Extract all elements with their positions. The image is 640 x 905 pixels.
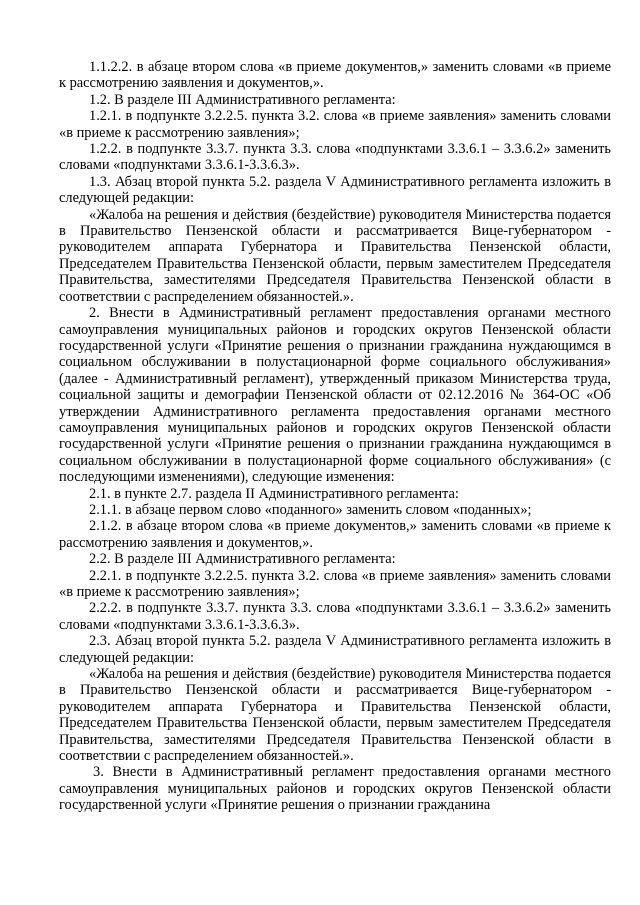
paragraph-complaint-quote-2: «Жалоба на решения и действия (бездействие) руководителя Министерства подается в Правительство Пензенской области и рассматривается Вице-губернатором - руководителем аппарата Губернатора и Правительства Пензенской области, Председателем Правительства Пензенской области, первым заместителем Председателя Правительства, заместителями Председателя Правительства Пензенской области в соответствии с распределением обязанностей.».: [59, 666, 611, 765]
paragraph-1-1-2-2: 1.1.2.2. в абзаце втором слова «в приеме документов,» заменить словами «в приеме к рассмотрению заявления и документов,».: [59, 59, 611, 92]
paragraph-1-2-2: 1.2.2. в подпункте 3.3.7. пункта 3.3. слова «подпунктами 3.3.6.1 – 3.3.6.2» заменить словами «подпунктами 3.3.6.1-3.3.6.3».: [59, 141, 611, 174]
paragraph-3: 3. Внести в Административный регламент предоставления органами местного самоуправления муниципальных районов и городских округов Пензенской области государственной услуги «Принятие решения о признании гражданина: [59, 764, 611, 814]
paragraph-2-1: 2.1. в пункте 2.7. раздела II Административного регламента:: [89, 485, 459, 502]
paragraph-complaint-quote-1: «Жалоба на решения и действия (бездействие) руководителя Министерства подается в Правительство Пензенской области и рассматривается Вице-губернатором - руководителем аппарата Губернатора и Правительства Пензенской области, Председателем Правительства Пензенской области, первым заместителем Председателя Правительства, заместителями Председателя Правительства Пензенской области в соответствии с распределением обязанностей.».: [59, 206, 611, 305]
paragraph-1-2-1: 1.2.1. в подпункте 3.2.2.5. пункта 3.2. слова «в приеме заявления» заменить словами «в приеме к рассмотрению заявления»;: [59, 108, 611, 141]
paragraph-2-2-1: 2.2.1. в подпункте 3.2.2.5. пункта 3.2. слова «в приеме заявления» заменить словами «в приеме к рассмотрению заявления»;: [59, 567, 611, 600]
paragraph-2-1-2: 2.1.2. в абзаце втором слова «в приеме документов,» заменить словами «в приеме к рассмотрению заявления и документов,».: [59, 518, 611, 551]
paragraph-2-1-1: 2.1.1. в абзаце первом слово «поданного» заменить словом «поданных»;: [89, 501, 532, 518]
paragraph-1-2: 1.2. В разделе III Административного регламента:: [89, 91, 396, 108]
paragraph-2-2: 2.2. В разделе III Административного регламента:: [89, 551, 396, 568]
paragraph-2-2-2: 2.2.2. в подпункте 3.3.7. пункта 3.3. слова «подпунктами 3.3.6.1 – 3.3.6.2» заменить словами «подпунктами 3.3.6.1-3.3.6.3».: [59, 600, 611, 633]
paragraph-2-3: 2.3. Абзац второй пункта 5.2. раздела V Административного регламента изложить в следующей редакции:: [59, 633, 611, 666]
paragraph-1-3: 1.3. Абзац второй пункта 5.2. раздела V Административного регламента изложить в следующей редакции:: [59, 173, 611, 207]
document-page: [59, 59, 611, 814]
paragraph-2: 2. Внести в Административный регламент предоставления органами местного самоуправления муниципальных районов и городских округов Пензенской области государственной услуги «Принятие решения о признании гражданина нуждающимся в социальном обслуживании в полустационарной форме социального обслуживания» (далее - Административный регламент), утвержденный приказом Министерства труда, социальной защиты и демографии Пензенской области от 02.12.2016 № 364-ОС «Об утверждении Административного регламента предоставления органами местного самоуправления муниципальных районов и городских округов Пензенской области государственной услуги «Принятие решения о признании гражданина нуждающимся в социальном обслуживании в полустационарной форме социального обслуживания» (с последующими изменениями), следующие изменения:: [59, 305, 611, 486]
